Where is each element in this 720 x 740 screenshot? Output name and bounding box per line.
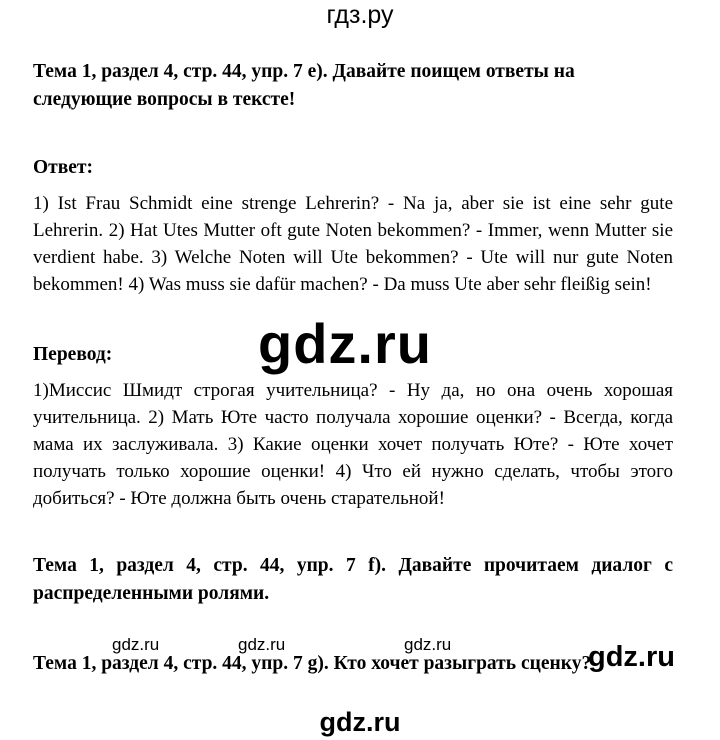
translation-text: 1)Миссис Шмидт строгая учительница? - Ну да, но она очень хорошая учительница. 2) Мать Юте часто получала хорошие оценки? - Всегда, когда мама их заслуживала. 3) Какие оценки хочет получать Юте? - Юте хочет получать только хорошие оценки! 4) Что ей нужно сделать, чтобы этого добиться? - Юте должна быть очень старательной! (33, 380, 673, 509)
task-e-heading: Тема 1, раздел 4, стр. 44, упр. 7 e). Давайте поищем ответы на следующие вопросы в тексте! (33, 61, 575, 110)
gdz-watermark-footer: gdz.ru (319, 707, 401, 737)
gdz-watermark-small-3: gdz.ru (404, 635, 452, 654)
gdz-watermark-large: gdz.ru (258, 312, 432, 375)
answer-label: Ответ: (33, 157, 94, 178)
answer-text: 1) Ist Frau Schmidt eine strenge Lehrerin? - Na ja, aber sie ist eine sehr gute Lehrerin. 2) Hat Utes Mutter oft gute Noten bekommen? - Immer, wenn Mutter sie verdient habe. 3) Welche Noten will Ute bekommen? - Ute will nur gute Noten bekommen! 4) Was muss sie dafür machen? - Da muss Ute aber sehr fleißig sein! (33, 193, 673, 295)
task-g-heading: Тема 1, раздел 4, стр. 44, упр. 7 g). Кто хочет разыграть сценку? (33, 653, 592, 674)
gdz-watermark-small-2: gdz.ru (238, 635, 286, 654)
gdz-watermark-medium: gdz.ru (588, 641, 675, 673)
site-header-title: гдз.ру (326, 1, 394, 29)
gdz-watermark-small-1: gdz.ru (112, 635, 160, 654)
translation-label: Перевод: (33, 344, 113, 365)
task-f-heading: Тема 1, раздел 4, стр. 44, упр. 7 f). Давайте прочитаем диалог с распределенными ролями. (33, 555, 673, 604)
